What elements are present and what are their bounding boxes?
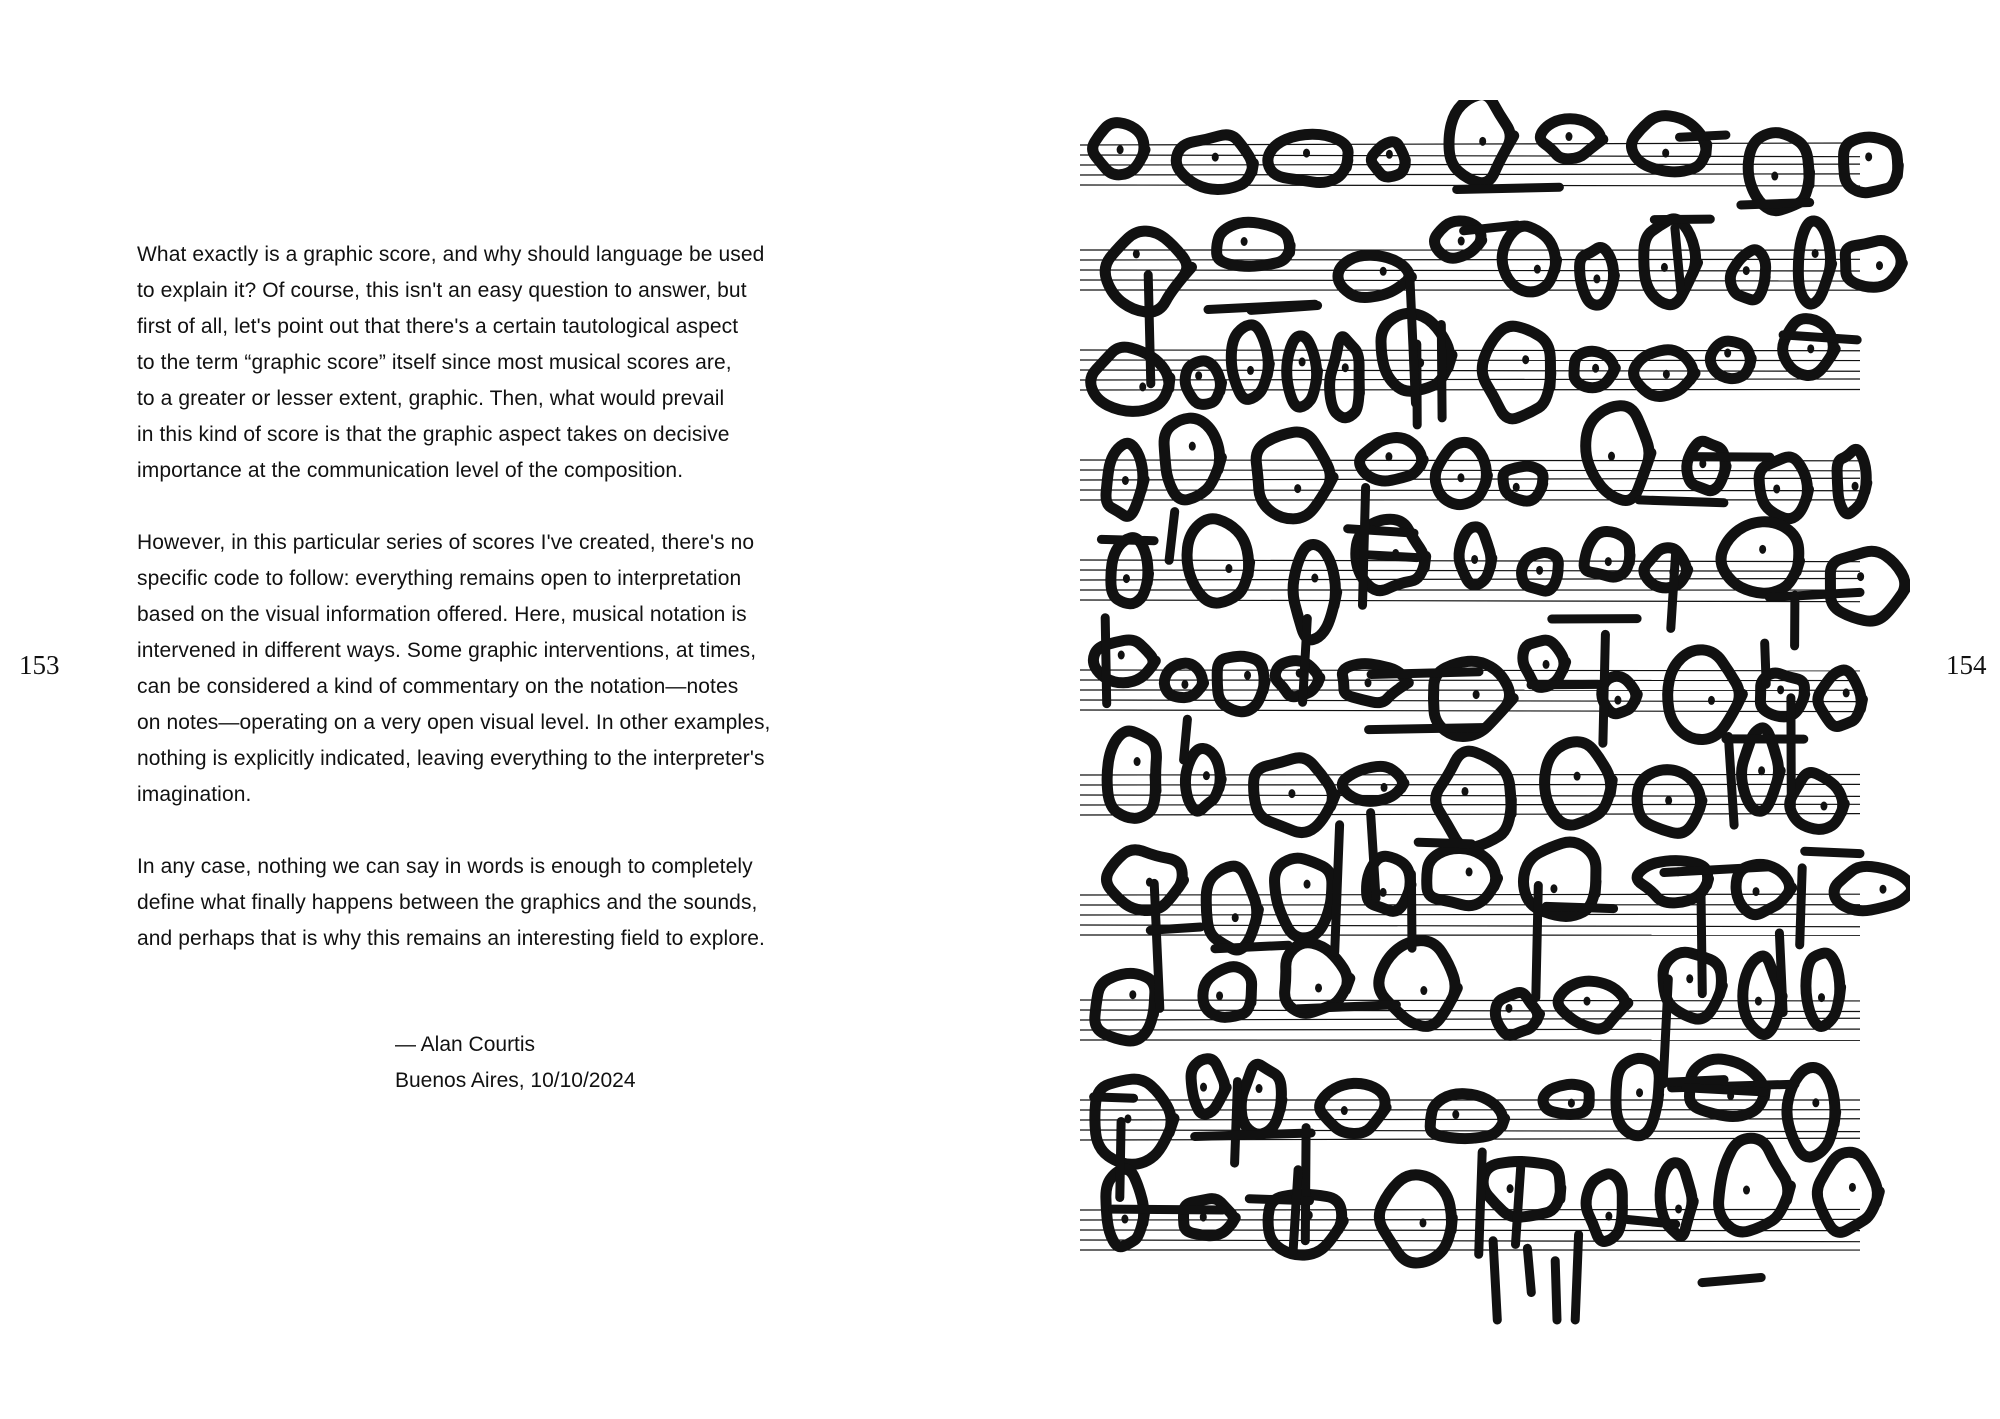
text-line: and perhaps that is why this remains an interesting field to explore. bbox=[137, 927, 765, 950]
note-dot bbox=[1342, 363, 1349, 372]
ink-blob bbox=[1330, 337, 1360, 418]
note-dot bbox=[1662, 149, 1669, 158]
ink-blob bbox=[1191, 1059, 1226, 1114]
staff-line bbox=[1080, 1219, 1860, 1220]
text-line: first of all, let's point out that there's a certain tautological aspect bbox=[137, 315, 739, 338]
ink-stroke bbox=[1639, 500, 1724, 503]
note-dot bbox=[1181, 680, 1188, 689]
note-dot bbox=[1134, 757, 1141, 766]
ink-stroke bbox=[1113, 1209, 1223, 1210]
staff-line bbox=[1080, 478, 1860, 480]
note-dot bbox=[1244, 671, 1251, 680]
ink-blob bbox=[1342, 766, 1404, 801]
staff-line bbox=[1080, 560, 1860, 562]
ink-stroke bbox=[1516, 1161, 1522, 1244]
staff-line bbox=[1080, 1130, 1860, 1132]
note-dot bbox=[1479, 137, 1486, 146]
note-dot bbox=[1536, 566, 1543, 575]
note-dot bbox=[1505, 1004, 1512, 1013]
note-dot bbox=[1583, 997, 1590, 1006]
ink-stroke bbox=[1664, 867, 1771, 873]
note-dot bbox=[1568, 1099, 1575, 1108]
ink-stroke bbox=[1479, 1152, 1483, 1254]
ink-stroke bbox=[1779, 933, 1783, 1013]
ink-stroke bbox=[1728, 737, 1734, 826]
note-dot bbox=[1876, 261, 1883, 270]
ink-stroke bbox=[1297, 1005, 1396, 1009]
ink-blob bbox=[1268, 134, 1348, 182]
ink-stroke bbox=[1335, 825, 1340, 952]
note-dot bbox=[1200, 1083, 1207, 1092]
ink-blob bbox=[1176, 135, 1253, 190]
note-dot bbox=[1216, 991, 1223, 1000]
ink-blob bbox=[1543, 1084, 1589, 1114]
staff-line bbox=[1080, 710, 1860, 712]
note-dot bbox=[1574, 772, 1581, 781]
ink-stroke bbox=[1527, 1248, 1531, 1292]
note-dot bbox=[1663, 370, 1670, 379]
ink-stroke bbox=[1671, 550, 1676, 628]
ink-blob bbox=[1545, 742, 1613, 825]
ink-blob bbox=[1790, 773, 1845, 830]
ink-blob bbox=[1095, 973, 1155, 1041]
ink-blob bbox=[1217, 656, 1265, 712]
ink-blob bbox=[1502, 226, 1556, 292]
note-dot bbox=[1121, 1215, 1128, 1224]
text-line: importance at the communication level of the composition. bbox=[137, 459, 684, 482]
note-dot bbox=[1665, 796, 1672, 805]
ink-blob bbox=[1759, 457, 1808, 519]
ink-stroke bbox=[1305, 1128, 1306, 1241]
note-dot bbox=[1241, 237, 1248, 246]
note-dot bbox=[1661, 263, 1668, 272]
note-dot bbox=[1592, 364, 1599, 373]
note-dot bbox=[1195, 371, 1202, 380]
note-dot bbox=[1759, 545, 1766, 554]
ink-stroke bbox=[1464, 225, 1518, 231]
text-line: specific code to follow: everything remains open to interpretation bbox=[137, 567, 742, 590]
ink-stroke bbox=[1215, 945, 1289, 949]
text-line: What exactly is a graphic score, and why should language be used bbox=[137, 243, 765, 266]
ink-blob bbox=[1293, 544, 1337, 639]
note-dot bbox=[1857, 572, 1864, 581]
ink-blob bbox=[1091, 347, 1170, 411]
note-dot bbox=[1849, 1183, 1856, 1192]
ink-blob bbox=[1185, 748, 1221, 811]
ink-stroke bbox=[1769, 592, 1860, 597]
ink-stroke bbox=[1293, 1170, 1298, 1251]
note-dot bbox=[1419, 1218, 1426, 1227]
ink-stroke bbox=[1195, 1133, 1311, 1137]
note-dot bbox=[1724, 349, 1731, 358]
staff-line bbox=[1080, 1240, 1860, 1242]
ink-stroke bbox=[1150, 927, 1200, 930]
note-dot bbox=[1123, 574, 1130, 583]
page-number-right: 154 bbox=[1946, 650, 1987, 680]
ink-blob bbox=[1586, 1174, 1622, 1242]
note-dot bbox=[1818, 993, 1825, 1002]
note-dot bbox=[1758, 766, 1765, 775]
ink-stroke bbox=[1441, 325, 1442, 418]
note-dot bbox=[1773, 484, 1780, 493]
note-dot bbox=[1513, 483, 1520, 492]
author-name: — Alan Courtis bbox=[395, 1033, 536, 1056]
ink-blob bbox=[1644, 219, 1698, 305]
note-dot bbox=[1608, 452, 1615, 461]
note-dot bbox=[1189, 442, 1196, 451]
ink-stroke bbox=[1805, 851, 1860, 853]
ink-blob bbox=[1164, 418, 1221, 500]
note-dot bbox=[1386, 150, 1393, 159]
note-dot bbox=[1471, 555, 1478, 564]
note-dot bbox=[1365, 678, 1372, 687]
ink-blob bbox=[1379, 941, 1457, 1027]
note-dot bbox=[1777, 685, 1784, 694]
paragraph-1 bbox=[137, 237, 897, 489]
note-dot bbox=[1605, 557, 1612, 566]
note-dot bbox=[1708, 696, 1715, 705]
note-dot bbox=[1203, 771, 1210, 780]
ink-blob bbox=[1721, 522, 1799, 593]
note-dot bbox=[1315, 983, 1322, 992]
ink-blob bbox=[1818, 670, 1862, 726]
note-dot bbox=[1865, 152, 1872, 161]
ink-blob bbox=[1687, 441, 1726, 490]
note-dot bbox=[1461, 787, 1468, 796]
note-dot bbox=[1812, 1098, 1819, 1107]
essay-text bbox=[137, 237, 897, 993]
ink-stroke bbox=[1627, 1220, 1675, 1225]
ink-stroke bbox=[1575, 1235, 1578, 1320]
text-line: on notes—operating on a very open visual level. In other examples, bbox=[137, 711, 771, 734]
ink-stroke bbox=[1105, 618, 1107, 704]
note-dot bbox=[1256, 1084, 1263, 1093]
ink-blob bbox=[1830, 551, 1908, 621]
ink-stroke bbox=[1411, 874, 1412, 948]
ink-stroke bbox=[1675, 228, 1681, 291]
note-dot bbox=[1288, 789, 1295, 798]
text-line: to explain it? Of course, this isn't an easy question to answer, but bbox=[137, 279, 747, 302]
ink-stroke bbox=[1348, 529, 1414, 533]
ink-stroke bbox=[1169, 512, 1175, 561]
ink-blob bbox=[1844, 137, 1899, 193]
staff-line bbox=[1080, 894, 1860, 895]
ink-blob bbox=[1743, 956, 1782, 1034]
note-dot bbox=[1420, 986, 1427, 995]
note-dot bbox=[1473, 690, 1480, 699]
text-line: to a greater or lesser extent, graphic. Then, what would prevail bbox=[137, 387, 725, 410]
note-dot bbox=[1457, 473, 1464, 482]
ink-blob bbox=[1644, 548, 1688, 588]
ink-stroke bbox=[1457, 187, 1560, 189]
ink-blob bbox=[1503, 466, 1543, 501]
ink-blob bbox=[1287, 336, 1318, 407]
note-dot bbox=[1380, 267, 1387, 276]
ink-blob bbox=[1371, 142, 1405, 177]
text-line: nothing is explicitly indicated, leaving everything to the interpreter's bbox=[137, 747, 765, 770]
graphic-score-drawing bbox=[1070, 100, 1910, 1340]
ink-stroke bbox=[1363, 488, 1366, 606]
ink-stroke bbox=[1800, 868, 1803, 945]
note-dot bbox=[1117, 145, 1124, 154]
ink-blob bbox=[1256, 432, 1333, 519]
ink-blob bbox=[1806, 953, 1841, 1026]
staff-line bbox=[1080, 570, 1860, 571]
text-line: based on the visual information offered. Here, musical notation is bbox=[137, 603, 747, 626]
ink-stroke bbox=[1765, 643, 1767, 684]
note-dot bbox=[1118, 651, 1125, 660]
note-dot bbox=[1380, 888, 1387, 897]
text-line: imagination. bbox=[137, 783, 252, 806]
ink-blob bbox=[1834, 866, 1910, 910]
ink-stroke bbox=[1701, 894, 1702, 994]
ink-stroke bbox=[1702, 1278, 1761, 1283]
ink-blob bbox=[1095, 1079, 1174, 1164]
ink-blob bbox=[1320, 1083, 1386, 1133]
note-dot bbox=[1341, 1106, 1348, 1115]
ink-stroke bbox=[1783, 335, 1857, 340]
note-dot bbox=[1614, 696, 1621, 705]
note-dot bbox=[1675, 1204, 1682, 1213]
staff-line bbox=[1080, 470, 1860, 471]
ink-stroke bbox=[1235, 1082, 1238, 1164]
ink-stroke bbox=[1303, 619, 1308, 703]
note-dot bbox=[1812, 249, 1819, 258]
ink-blob bbox=[1338, 255, 1411, 297]
ink-stroke bbox=[1680, 135, 1726, 137]
note-dot bbox=[1247, 366, 1254, 375]
note-dot bbox=[1299, 357, 1306, 366]
ink-blob bbox=[1558, 981, 1628, 1029]
note-dot bbox=[1303, 149, 1310, 158]
ink-stroke bbox=[1654, 219, 1710, 220]
graphic-score-image bbox=[1070, 100, 1910, 1340]
text-line: intervened in different ways. Some graphic interventions, at times, bbox=[137, 639, 757, 662]
place-and-date: Buenos Aires, 10/10/2024 bbox=[395, 1069, 636, 1092]
ink-stroke bbox=[1184, 719, 1188, 760]
note-dot bbox=[1543, 660, 1550, 669]
ink-stroke bbox=[1369, 728, 1488, 730]
ink-stroke bbox=[1154, 883, 1160, 1008]
text-line: In any case, nothing we can say in words is enough to completely bbox=[137, 855, 753, 878]
ink-stroke bbox=[1371, 672, 1479, 675]
note-dot bbox=[1212, 153, 1219, 162]
note-dot bbox=[1133, 249, 1140, 258]
ink-blob bbox=[1107, 850, 1184, 911]
note-dot bbox=[1507, 1184, 1514, 1193]
ink-blob bbox=[1584, 531, 1630, 577]
note-dot bbox=[1753, 887, 1760, 896]
staff-line bbox=[1080, 1029, 1860, 1030]
note-dot bbox=[1534, 265, 1541, 274]
signature-block bbox=[395, 1027, 636, 1099]
note-dot bbox=[1593, 274, 1600, 283]
note-dot bbox=[1304, 880, 1311, 889]
ink-blob bbox=[1668, 650, 1743, 740]
ink-stroke bbox=[1251, 306, 1318, 311]
text-line: in this kind of score is that the graphic aspect takes on decisive bbox=[137, 423, 730, 446]
note-dot bbox=[1129, 990, 1136, 999]
note-dot bbox=[1686, 974, 1693, 983]
staff-line bbox=[1080, 280, 1860, 281]
ink-stroke bbox=[1493, 1241, 1497, 1320]
note-dot bbox=[1452, 1110, 1459, 1119]
note-dot bbox=[1771, 172, 1778, 181]
note-dot bbox=[1807, 344, 1814, 353]
ink-blob bbox=[1616, 1058, 1659, 1135]
note-dot bbox=[1843, 688, 1850, 697]
ink-stroke bbox=[1688, 457, 1770, 458]
ink-blob bbox=[1837, 449, 1867, 513]
note-dot bbox=[1565, 132, 1572, 141]
ink-blob bbox=[1436, 751, 1512, 848]
page-number-left: 153 bbox=[19, 650, 60, 680]
ink-blob bbox=[1231, 325, 1269, 400]
note-dot bbox=[1743, 266, 1750, 275]
ink-stroke bbox=[1418, 842, 1471, 844]
text-line: define what finally happens between the graphics and the sounds, bbox=[137, 891, 758, 914]
note-dot bbox=[1550, 884, 1557, 893]
ink-stroke bbox=[1531, 684, 1598, 685]
ink-blob bbox=[1427, 848, 1498, 905]
ink-blob bbox=[1730, 250, 1765, 300]
note-dot bbox=[1381, 783, 1388, 792]
ink-stroke bbox=[1371, 813, 1376, 899]
text-line: can be considered a kind of commentary on the notation—notes bbox=[137, 675, 739, 698]
note-dot bbox=[1852, 482, 1859, 491]
ink-blob bbox=[1719, 1138, 1791, 1232]
note-dot bbox=[1139, 382, 1146, 391]
text-line: However, in this particular series of scores I've created, there's no bbox=[137, 531, 755, 554]
ink-stroke bbox=[1663, 979, 1668, 1084]
ink-blob bbox=[1241, 1064, 1282, 1134]
paragraph-2 bbox=[137, 525, 897, 813]
ink-stroke bbox=[1741, 203, 1810, 206]
ink-blob bbox=[1111, 538, 1149, 604]
ink-blob bbox=[1185, 361, 1221, 404]
note-dot bbox=[1755, 997, 1762, 1006]
staff-line bbox=[1080, 600, 1860, 602]
note-dot bbox=[1820, 802, 1827, 811]
ink-blob bbox=[1798, 221, 1831, 304]
note-dot bbox=[1522, 355, 1529, 364]
paragraph-3 bbox=[137, 849, 897, 957]
ink-stroke bbox=[1536, 886, 1539, 998]
ink-stroke bbox=[1603, 634, 1606, 743]
note-dot bbox=[1466, 867, 1473, 876]
ink-blob bbox=[1586, 406, 1651, 501]
ink-blob bbox=[1845, 241, 1902, 288]
note-dot bbox=[1294, 484, 1301, 493]
ink-blob bbox=[1275, 661, 1320, 697]
ink-stroke bbox=[1555, 1261, 1557, 1320]
note-dot bbox=[1636, 1088, 1643, 1097]
text-line: to the term “graphic score” itself since most musical scores are, bbox=[137, 351, 732, 374]
note-dot bbox=[1879, 885, 1886, 894]
ink-stroke bbox=[1665, 1080, 1725, 1083]
note-dot bbox=[1458, 237, 1465, 246]
note-dot bbox=[1122, 476, 1129, 485]
note-dot bbox=[1232, 913, 1239, 922]
ink-stroke bbox=[1101, 539, 1154, 540]
ink-stroke bbox=[1546, 906, 1613, 908]
note-dot bbox=[1225, 564, 1232, 573]
note-dot bbox=[1385, 452, 1392, 461]
note-dot bbox=[1311, 574, 1318, 583]
ink-stroke bbox=[1686, 1088, 1764, 1092]
staff-line bbox=[1080, 389, 1860, 390]
note-dot bbox=[1605, 1212, 1612, 1221]
ink-blob bbox=[1482, 326, 1551, 419]
ink-blob bbox=[1817, 1152, 1879, 1232]
ink-blob bbox=[1206, 866, 1258, 950]
note-dot bbox=[1743, 1186, 1750, 1195]
ink-stroke bbox=[1148, 275, 1151, 384]
ink-stroke bbox=[1094, 1097, 1134, 1098]
ink-stroke bbox=[1120, 1122, 1121, 1198]
staff-line bbox=[1080, 155, 1860, 157]
ink-stroke bbox=[1410, 282, 1415, 403]
